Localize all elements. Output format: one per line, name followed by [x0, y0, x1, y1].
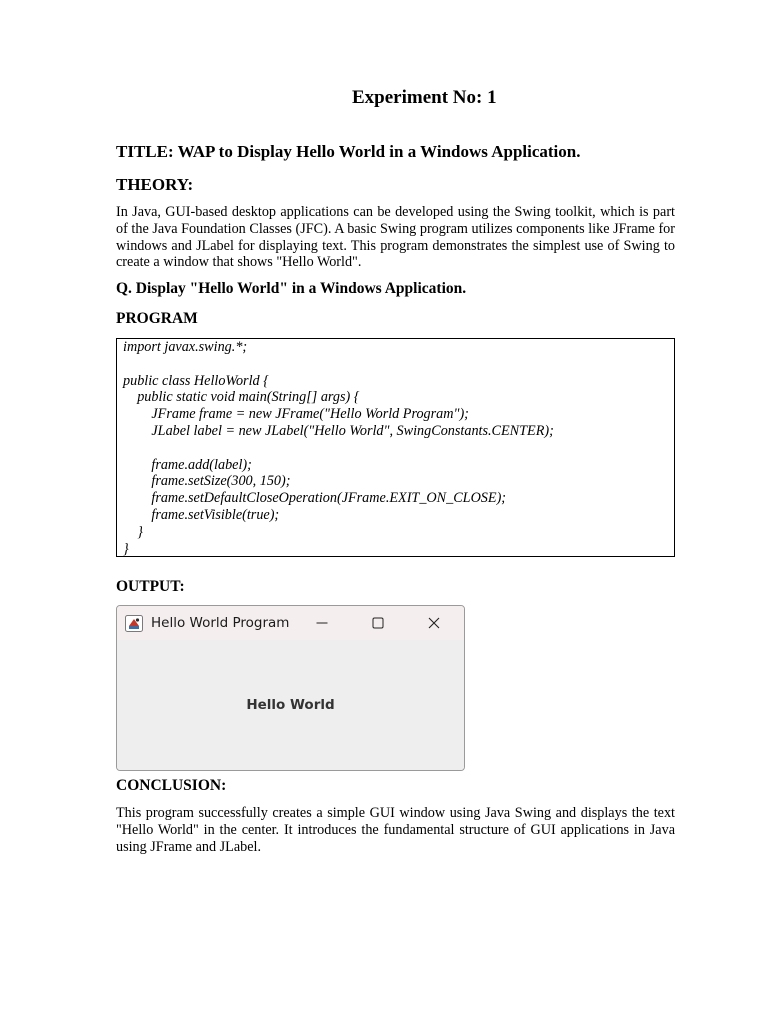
theory-heading: THEORY:: [116, 175, 194, 194]
code-line: frame.setDefaultCloseOperation(JFrame.EXIT_ON_CLOSE);: [123, 490, 507, 507]
experiment-heading: Experiment No: 1: [352, 87, 497, 108]
output-window-screenshot: [116, 605, 465, 771]
program-heading: PROGRAM: [116, 310, 198, 327]
minimize-icon[interactable]: [299, 606, 345, 640]
theory-paragraph: In Java, GUI-based desktop applications can be developed using the Swing toolkit, which is part of the Java Foundation Classes (JFC). A basic Swing program utilizes components like JFrame for windows and JLabel for displaying text. This program demonstrates the simplest use of Swing to create a window that shows "Hello World".: [116, 204, 675, 271]
window-content: [117, 640, 464, 770]
code-line: frame.add(label);: [123, 456, 252, 473]
maximize-icon[interactable]: [355, 606, 401, 640]
question-heading: Q. Display "Hello World" in a Windows Application.: [116, 280, 467, 297]
code-line: JFrame frame = new JFrame("Hello World Program");: [123, 406, 469, 423]
code-line: public class HelloWorld {: [123, 372, 269, 389]
code-line: [123, 440, 554, 457]
window-titlebar: [117, 606, 464, 640]
code-line: frame.setVisible(true);: [123, 506, 280, 523]
output-heading: OUTPUT:: [116, 578, 185, 595]
code-line: import javax.swing.*;: [123, 339, 248, 355]
code-line: [123, 356, 554, 373]
close-icon[interactable]: [411, 606, 457, 640]
code-lines: [123, 339, 554, 557]
window-title: Hello World Program: [151, 615, 290, 631]
conclusion-paragraph: This program successfully creates a simple GUI window using Java Swing and displays the text "Hello World" in the center. It introduces the fundamental structure of GUI applications in Java using JFrame and JLabel.: [116, 805, 675, 855]
conclusion-heading: CONCLUSION:: [116, 777, 227, 794]
code-line: JLabel label = new JLabel("Hello World", SwingConstants.CENTER);: [123, 422, 554, 439]
code-line: public static void main(String[] args) {: [123, 389, 360, 406]
title-heading: TITLE: WAP to Display Hello World in a Windows Application.: [116, 142, 581, 161]
code-line: }: [123, 523, 143, 540]
hello-world-label: Hello World: [246, 697, 335, 713]
code-line: frame.setSize(300, 150);: [123, 473, 291, 490]
program-code-block: [116, 338, 675, 557]
java-app-icon: [125, 615, 143, 632]
code-line: }: [123, 540, 129, 557]
